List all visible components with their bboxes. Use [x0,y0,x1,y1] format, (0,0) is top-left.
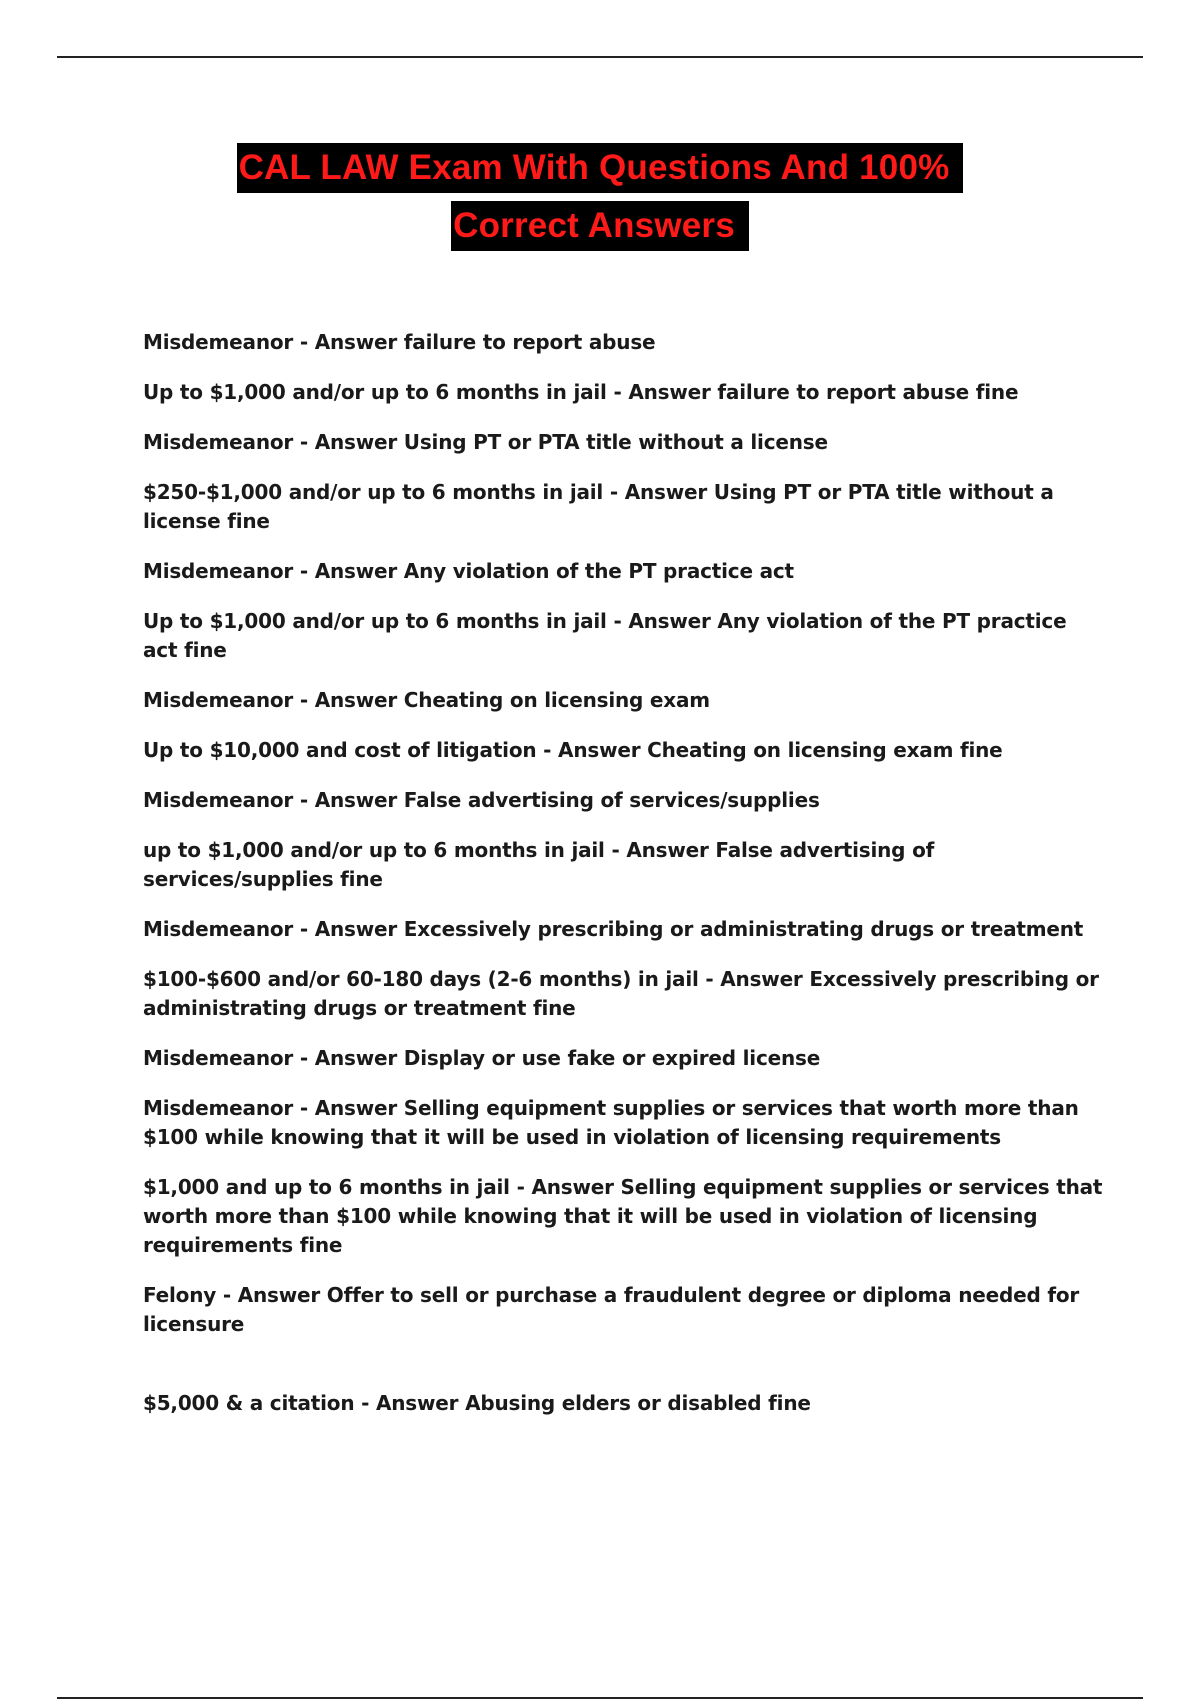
qa-item: Misdemeanor - Answer Excessively prescribing or administrating drugs or treatment [143,917,1084,941]
qa-item: Up to $1,000 and/or up to 6 months in jail - Answer failure to report abuse fine [143,380,1019,404]
qa-item: $100-$600 and/or 60-180 days (2-6 months) in jail - Answer Excessively prescribing or administrating drugs or treatment fine [143,967,1099,1020]
title-line-2: Correct Answers [451,201,749,251]
qa-item: Misdemeanor - Answer failure to report abuse [143,330,656,354]
top-rule [57,56,1143,58]
qa-item: Misdemeanor - Answer Any violation of the PT practice act [143,559,794,583]
qa-item: $250-$1,000 and/or up to 6 months in jail - Answer Using PT or PTA title without a license fine [143,480,1054,533]
qa-item: Felony - Answer Offer to sell or purchase a fraudulent degree or diploma needed for licensure [143,1283,1080,1336]
qa-list [143,328,1103,1439]
qa-item: up to $1,000 and/or up to 6 months in jail - Answer False advertising of services/supplies fine [143,838,935,891]
qa-item: Misdemeanor - Answer False advertising of services/supplies [143,788,820,812]
bottom-rule [57,1697,1143,1699]
document-title [0,143,1200,259]
qa-item: Misdemeanor - Answer Selling equipment supplies or services that worth more than $100 while knowing that it will be used in violation of licensing requirements [143,1096,1079,1149]
qa-item: Misdemeanor - Answer Using PT or PTA title without a license [143,430,828,454]
qa-item: Up to $10,000 and cost of litigation - Answer Cheating on licensing exam fine [143,738,1003,762]
qa-item: Up to $1,000 and/or up to 6 months in jail - Answer Any violation of the PT practice act fine [143,609,1067,662]
qa-item: $1,000 and up to 6 months in jail - Answer Selling equipment supplies or services that worth more than $100 while knowing that it will be used in violation of licensing requirements fine [143,1175,1103,1257]
title-line-1: CAL LAW Exam With Questions And 100% [237,143,964,193]
qa-item: Misdemeanor - Answer Cheating on licensing exam [143,688,710,712]
qa-item: $5,000 & a citation - Answer Abusing elders or disabled fine [143,1391,811,1415]
qa-item: Misdemeanor - Answer Display or use fake or expired license [143,1046,821,1070]
